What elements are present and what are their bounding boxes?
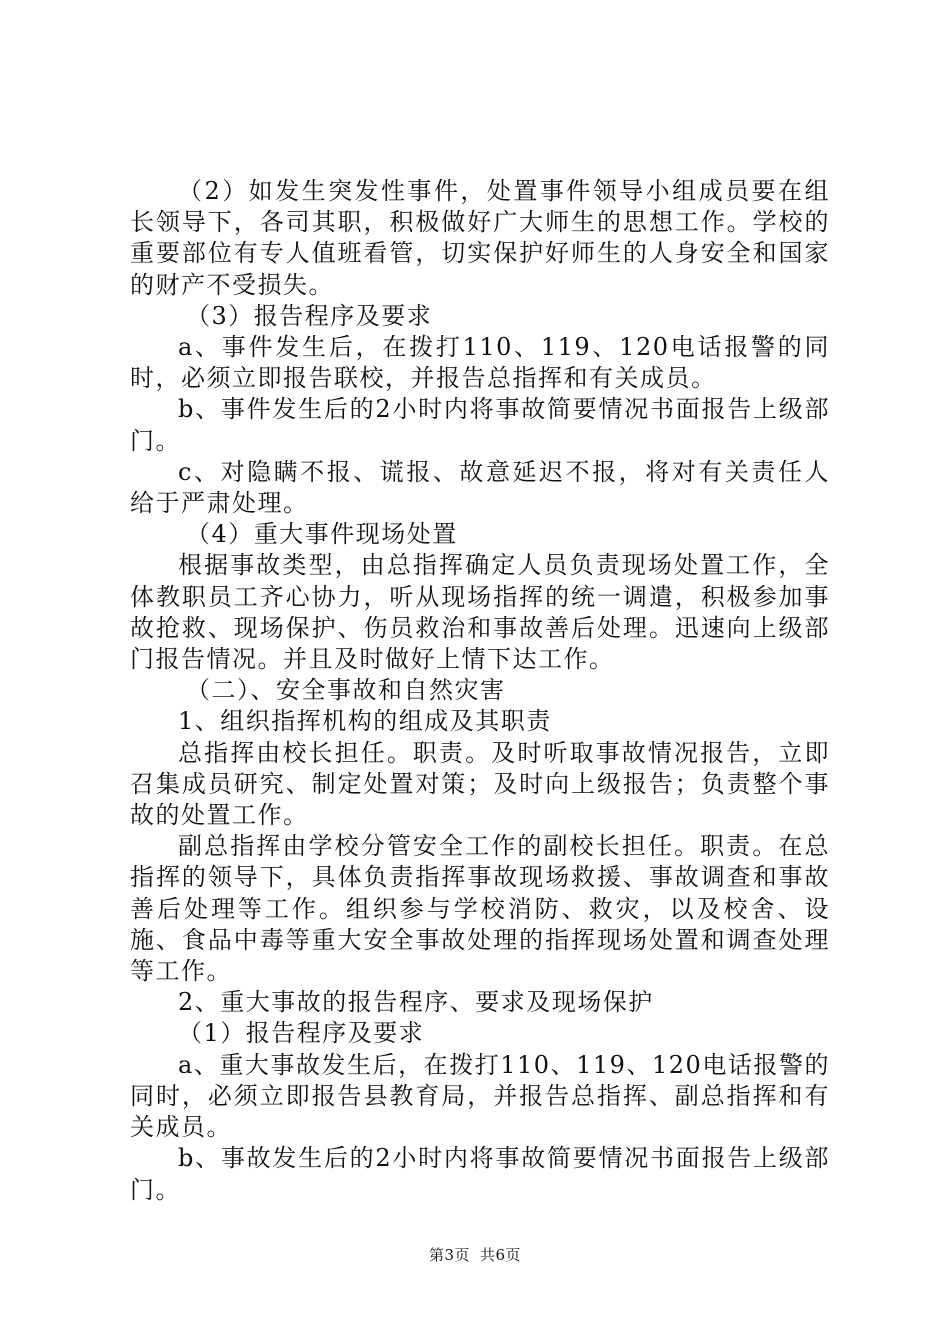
paragraph: b、事故发生后的2小时内将事故简要情况书面报告上级部门。 <box>130 1144 830 1204</box>
paragraph: b、事件发生后的2小时内将事故简要情况书面报告上级部门。 <box>130 395 830 455</box>
document-body <box>130 176 830 1206</box>
paragraph: 根据事故类型，由总指挥确定人员负责现场处置工作，全体教职员工齐心协力，听从现场指挥的统一调遣，积极参加事故抢救、现场保护、伤员救治和事故善后处理。迅速向上级部门报告情况。并且及时做好上情下达工作。 <box>130 551 830 674</box>
page-footer <box>0 1244 950 1265</box>
subheading: 2、重大事故的报告程序、要求及现场保护 <box>178 988 654 1017</box>
paragraph: a、事件发生后，在拨打110、119、120电话报警的同时，必须立即报告联校，并报告总指挥和有关成员。 <box>130 333 830 393</box>
paragraph: c、对隐瞒不报、谎报、故意延迟不报，将对有关责任人给于严肃处理。 <box>130 457 830 518</box>
subheading: （4）重大事件现场处置 <box>186 520 458 549</box>
section-heading: （二）、安全事故和自然灾害 <box>186 676 506 705</box>
paragraph: a、重大事故发生后，在拨打110、119、120电话报警的同时，必须立即报告县教育局，并报告总指挥、副总指挥和有关成员。 <box>130 1050 830 1142</box>
paragraph: （2）如发生突发性事件，处置事件领导小组成员要在组长领导下，各司其职，积极做好广大师生的思想工作。学校的重要部位有专人值班看管，切实保护好师生的人身安全和国家的财产不受损失。 <box>130 177 830 299</box>
subheading: （3）报告程序及要求 <box>186 301 433 330</box>
page-number-total: 共6页 <box>480 1246 522 1264</box>
paragraph: 总指挥由校长担任。职责。及时听取事故情况报告，立即召集成员研究、制定处置对策；及时向上级报告；负责整个事故的处置工作。 <box>130 738 830 830</box>
paragraph: 副总指挥由学校分管安全工作的副校长担任。职责。在总指挥的领导下，具体负责指挥事故现场救援、事故调查和事故善后处理等工作。组织参与学校消防、救灾，以及校舍、设施、食品中毒等重大安全事故处理的指挥现场处置和调查处理等工作。 <box>130 832 830 986</box>
subheading: 1、组织指挥机构的组成及其职责 <box>178 707 552 736</box>
page-number-current: 第3页 <box>428 1246 470 1264</box>
subheading: （1）报告程序及要求 <box>178 1019 425 1048</box>
